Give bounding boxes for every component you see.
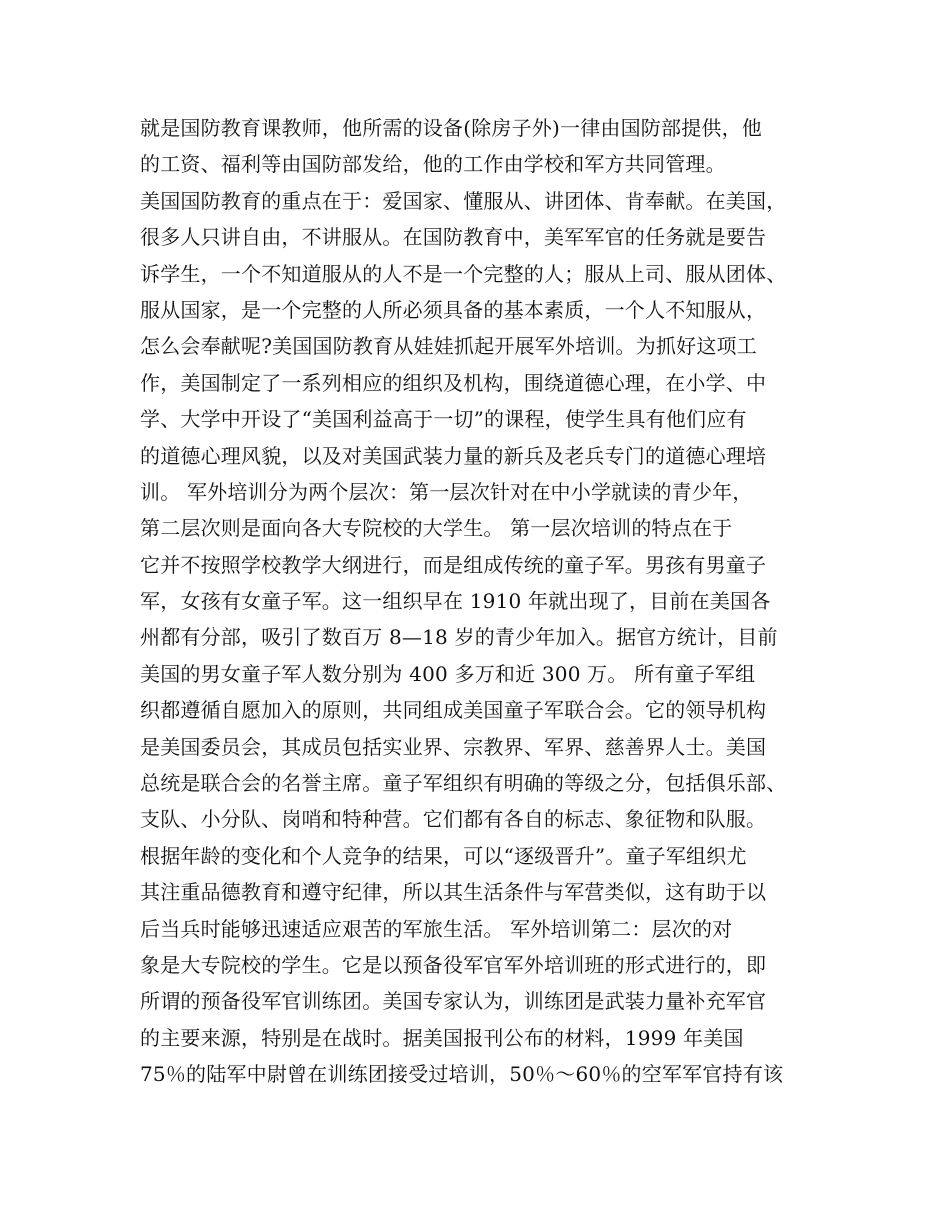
text-line: 怎么会奉献呢?美国国防教育从娃娃抓起开展军外培训。为抓好这项工: [140, 334, 757, 359]
text-line: 支队、小分队、岗哨和特种营。它们都有各自的标志、象征物和队服。: [140, 807, 767, 832]
text-line: 根据年龄的变化和个人竞争的结果，可以“逐级晋升”。童子军组织尤: [140, 843, 747, 868]
text-line: 学、大学中开设了“美国利益高于一切”的课程，使学生具有他们应有: [140, 407, 747, 432]
text-line: 75％的陆军中尉曾在训练团接受过培训，50％～60％的空军军官持有该: [140, 1062, 784, 1087]
text-line: 训。 军外培训分为两个层次：第一层次针对在中小学就读的青少年，: [140, 479, 753, 504]
text-line: 后当兵时能够迅速适应艰苦的军旅生活。 军外培训第二：层次的对: [140, 916, 733, 941]
text-line: 织都遵循自愿加入的原则，共同组成美国童子军联合会。它的领导机构: [140, 698, 767, 723]
text-line: 服从国家，是一个完整的人所必须具备的基本素质，一个人不知服从，: [140, 297, 767, 322]
text-line: 是美国委员会，其成员包括实业界、宗教界、军界、慈善界人士。美国: [140, 734, 767, 759]
text-line: 其注重品德教育和遵守纪律，所以其生活条件与军营类似，这有助于以: [140, 880, 767, 905]
text-line: 象是大专院校的学生。它是以预备役军官军外培训班的形式进行的，即: [140, 952, 767, 977]
text-line: 的道德心理风貌，以及对美国武装力量的新兵及老兵专门的道德心理培: [140, 443, 767, 468]
text-line: 军，女孩有女童子军。这一组织早在 1910 年就出现了，目前在美国各: [140, 589, 771, 614]
text-line: 州都有分部，吸引了数百万 8—18 岁的青少年加入。据官方统计，目前: [140, 625, 778, 650]
text-line: 它并不按照学校教学大纲进行，而是组成传统的童子军。男孩有男童子: [140, 552, 767, 577]
text-line: 美国的男女童子军人数分别为 400 多万和近 300 万。 所有童子军组: [140, 661, 756, 686]
text-line: 第二层次则是面向各大专院校的大学生。 第一层次培训的特点在于: [140, 516, 733, 541]
text-line: 美国国防教育的重点在于：爱国家、懂服从、讲团体、肯奉献。在美国，: [140, 188, 787, 213]
text-line: 作，美国制定了一系列相应的组织及机构，围绕道德心理，在小学、中: [140, 370, 767, 395]
text-line: 所谓的预备役军官训练团。美国专家认为，训练团是武装力量补充军官: [140, 989, 767, 1014]
text-line: 诉学生，一个不知道服从的人不是一个完整的人；服从上司、服从团体、: [140, 261, 787, 286]
text-line: 很多人只讲自由，不讲服从。在国防教育中，美军军官的任务就是要告: [140, 225, 767, 250]
text-line: 总统是联合会的名誉主席。童子军组织有明确的等级之分，包括俱乐部、: [140, 771, 787, 796]
text-line: 的主要来源，特别是在战时。据美国报刊公布的材料，1999 年美国: [140, 1025, 744, 1050]
body-text: [140, 110, 830, 1093]
text-line: 就是国防教育课教师，他所需的设备(除房子外)一律由国防部提供，他: [140, 116, 763, 140]
text-line: 的工资、福利等由国防部发给，他的工作由学校和军方共同管理。: [140, 152, 726, 177]
